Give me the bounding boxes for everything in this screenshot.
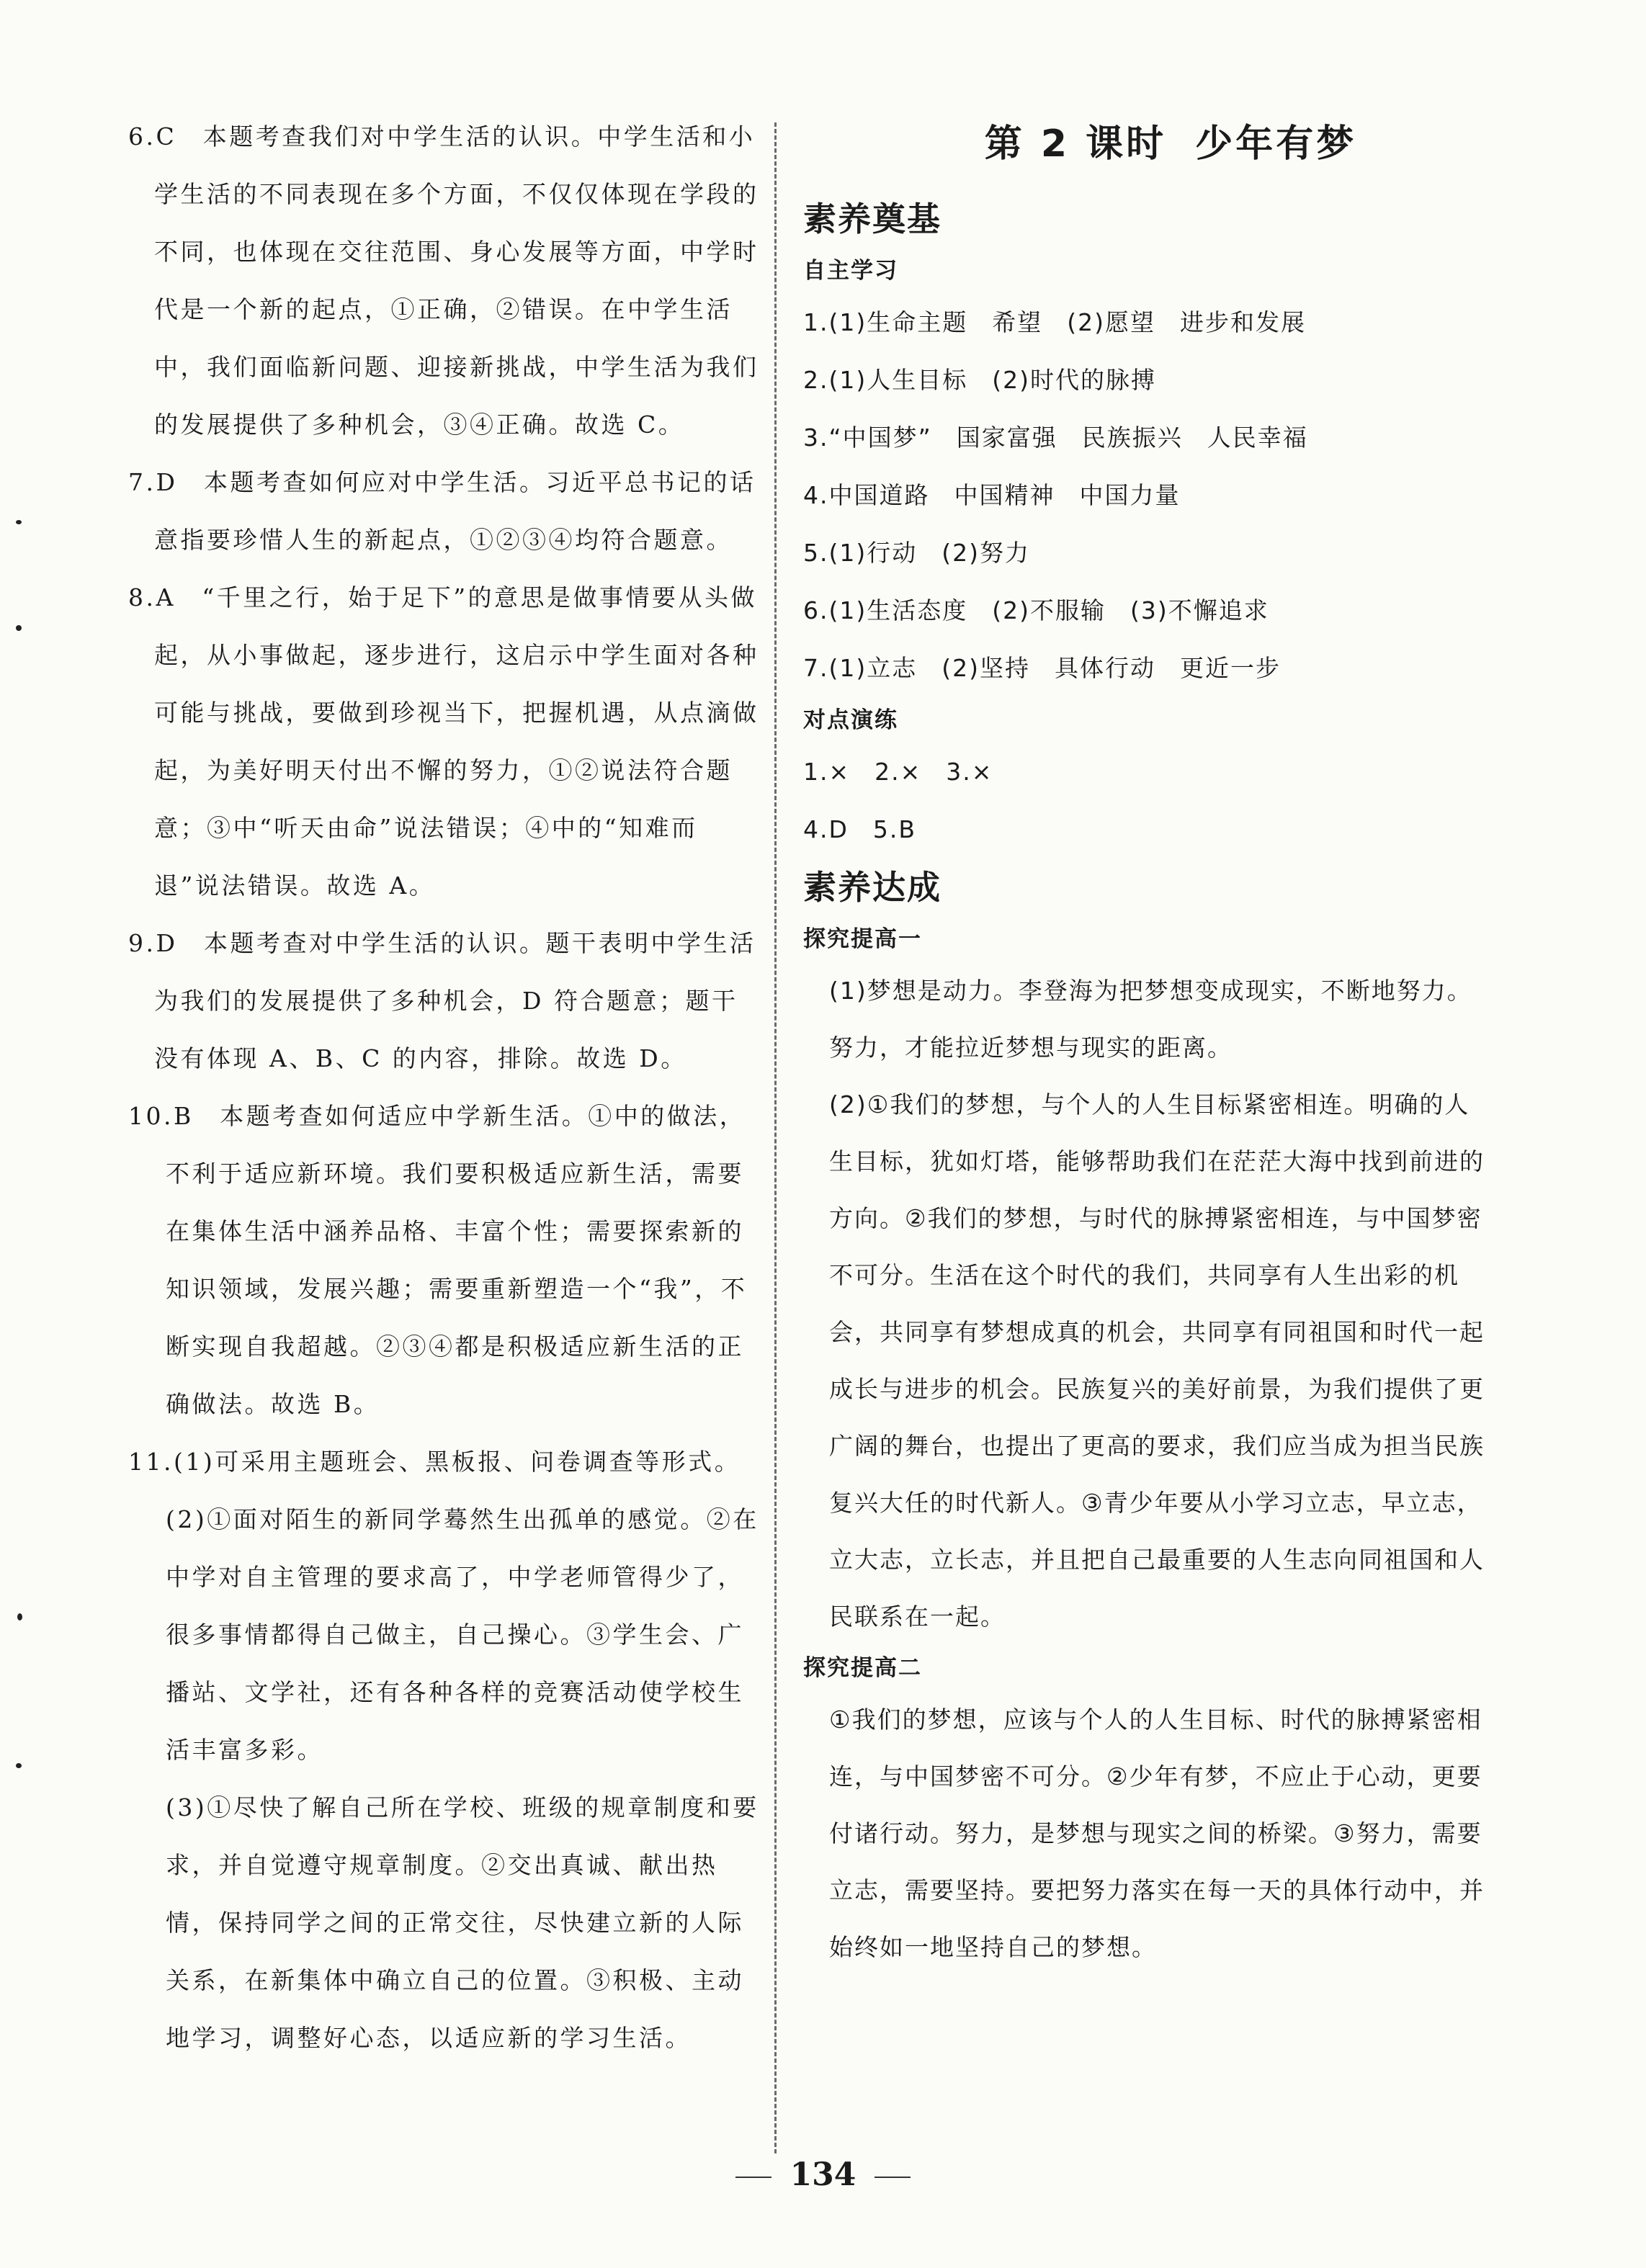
scan-speck [16,520,22,524]
footer-dash-right [875,2177,911,2178]
page-number: 134 [790,2156,856,2193]
page-footer [0,2153,1646,2197]
explore-one-title: 探究提高一 [803,926,922,952]
footer-dash-left [735,2177,771,2178]
left-column [128,108,762,2067]
explore-one-answer-2: (2)①我们的梦想，与个人的人生目标紧密相连。明确的人生目标，犹如灯塔，能够帮助我们在茫茫大海中找到前进的方向。②我们的梦想，与时代的脉搏紧密相连，与中国梦密不可分。生活在这个时代的我们，共同享有人生出彩的机会，共同享有梦想成真的机会，共同享有同祖国和时代一起成长与进步的机会。民族复兴的美好前景，为我们提供了更广阔的舞台，也提出了更高的要求，我们应当成为担当民族复兴大任的时代新人。③青少年要从小学习立志，早立志，立大志，立长志，并且把自己最重要的人生志向同祖国和人民联系在一起。 [829,1090,1485,1631]
self-study-answer-3: 3.“中国梦” 国家富强 民族振兴 人民幸福 [803,423,1308,452]
self-study-answer-1: 1.(1)生命主题 希望 (2)愿望 进步和发展 [803,308,1306,336]
self-study-answer-6: 6.(1)生活态度 (2)不服输 (3)不懈追求 [803,596,1269,624]
right-column [803,108,1495,1976]
answer-q11-part3: (3)①尽快了解自己所在学校、班级的规章制度和要求，并自觉遵守规章制度。②交出真诚、献出热情，保持同学之间的正常交往，尽快建立新的人际关系，在新集体中确立自己的位置。③积极、主动地学习，调整好心态，以适应新的学习生活。 [166,1793,759,2052]
self-study-answer-5: 5.(1)行动 (2)努力 [803,539,1030,567]
lesson-title [803,108,1495,180]
self-study-answer-2: 2.(1)人生目标 (2)时代的脉搏 [803,366,1156,394]
section-foundation-title: 素养奠基 [803,200,941,238]
answer-q6: 6.C 本题考查我们对中学生活的认识。中学生活和小学生活的不同表现在多个方面，不仅仅体现在学段的不同，也体现在交往范围、身心发展等方面，中学时代是一个新的起点，①正确，②错误。在中学生活中，我们面临新问题、迎接新挑战，中学生活为我们的发展提供了多种机会，③④正确。故选 C。 [128,122,759,439]
scan-speck [16,1763,22,1768]
practice-title: 对点演练 [803,707,898,733]
lesson-name: 少年有梦 [1195,122,1357,166]
explore-one-answer-1: (1)梦想是动力。李登海为把梦想变成现实，不断地努力。努力，才能拉近梦想与现实的距离。 [829,977,1472,1062]
answer-q7: 7.D 本题考查如何应对中学生活。习近平总书记的话意指要珍惜人生的新起点，①②③④均符合题意。 [128,468,756,554]
answer-q10: 10.B 本题考查如何适应中学新生活。①中的做法，不利于适应新环境。我们要积极适应新生活，需要在集体生活中涵养品格、丰富个性；需要探索新的知识领域，发展兴趣；需要重新塑造一个“我”，不断实现自我超越。②③④都是积极适应新生活的正确做法。故选 B。 [128,1102,748,1418]
practice-answers-row-1: 1.× 2.× 3.× [803,758,993,786]
section-achievement-title: 素养达成 [803,868,941,907]
answer-q11-part2: (2)①面对陌生的新同学蓦然生出孤单的感觉。②在中学对自主管理的要求高了，中学老师管得少了，很多事情都得自己做主，自己操心。③学生会、广播站、文学社，还有各种各样的竞赛活动使学校生活丰富多彩。 [166,1505,759,1764]
scan-speck [16,625,22,631]
column-divider [774,122,777,2153]
answer-q11-part1: 11.(1)可采用主题班会、黑板报、问卷调查等形式。 [128,1448,741,1476]
scan-speck [17,1613,22,1621]
self-study-title: 自主学习 [803,258,898,284]
practice-answers-row-2: 4.D 5.B [803,815,917,843]
lesson-number: 第 2 课时 [984,122,1167,166]
answer-q8: 8.A “千里之行，始于足下”的意思是做事情要从头做起，从小事做起，逐步进行，这启示中学生面对各种可能与挑战，要做到珍视当下，把握机遇，从点滴做起，为美好明天付出不懈的努力，①②说法符合题意；③中“听天由命”说法错误；④中的“知难而退”说法错误。故选 A。 [128,583,759,900]
self-study-answer-7: 7.(1)立志 (2)坚持 具体行动 更近一步 [803,654,1281,682]
self-study-answer-4: 4.中国道路 中国精神 中国力量 [803,481,1181,509]
explore-two-answer: ①我们的梦想，应该与个人的人生目标、时代的脉搏紧密相连，与中国梦密不可分。②少年有梦，不应止于心动，更要付诸行动。努力，是梦想与现实之间的桥梁。③努力，需要立志，需要坚持。要把努力落实在每一天的具体行动中，并始终如一地坚持自己的梦想。 [829,1706,1485,1961]
answer-q9: 9.D 本题考查对中学生活的认识。题干表明中学生活为我们的发展提供了多种机会，D 符合题意；题干没有体现 A、B、C 的内容，排除。故选 D。 [128,929,756,1072]
explore-two-title: 探究提高二 [803,1655,922,1681]
